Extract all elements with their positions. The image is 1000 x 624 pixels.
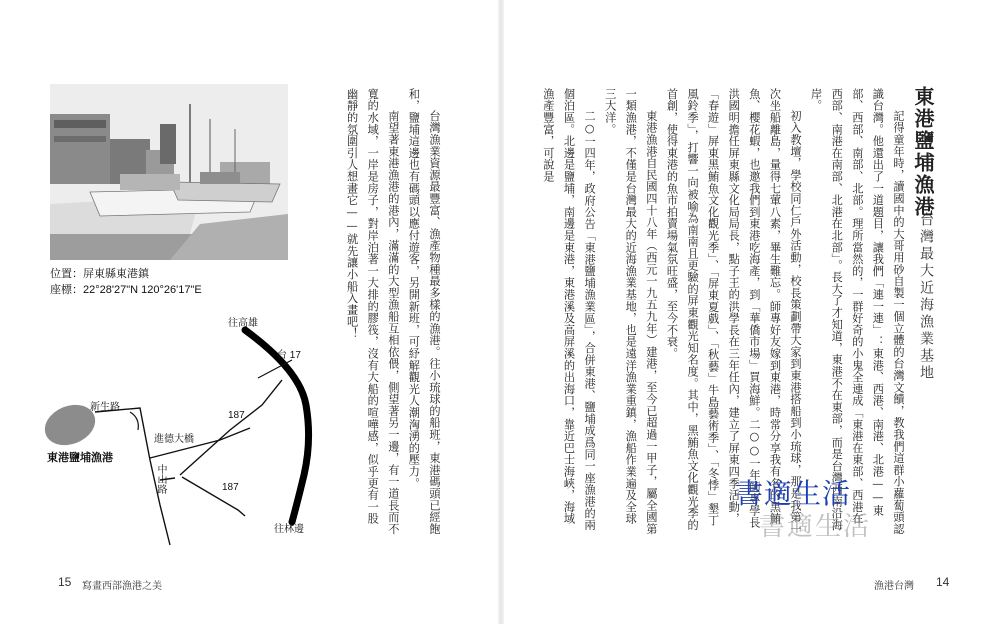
watermark-shadow-text: 書適生活 xyxy=(759,512,872,542)
book-gutter xyxy=(498,0,504,624)
article-title: 東港鹽埔漁港 xyxy=(911,86,935,218)
body-paragraph: 台灣漁業資源最豐富、漁產物種最多樣的漁港。往小琉球的船班，東港碼頭已經飽和，鹽埔這邊也有碼頭以應付遊客，另開新班，可紓解觀光人潮洶湧的壓力。 xyxy=(407,88,441,536)
left-page-body xyxy=(338,88,444,536)
location-caption: 位置：屏東縣東港鎮 xyxy=(50,268,149,280)
harbor-photo xyxy=(50,84,288,260)
left-page-number: 15 xyxy=(58,575,72,589)
left-running-head: 寫畫西部漁港之美 xyxy=(82,581,162,592)
body-paragraph: 南望著東港漁港的港內，滿滿的大型漁船互相依偎，側望著另一邊，有一道長而不寬的水域，一岸是房子，對岸泊著一大排的膠筏，沒有大船的喧嘩感，似乎更有一股幽靜的氛圍引人想畫它——就先讓小船入畫吧！ xyxy=(345,88,400,536)
map-label-highway-17: 台 17 xyxy=(277,350,301,361)
body-paragraph: 東港漁港自民國四十八年（西元一九五九年）建港，至今已超過一甲子，屬全國第一類漁港，不僅是台灣最大的近海漁業基地，也是遠洋漁業重鎮，漁船作業遍及全球三大洋。 xyxy=(603,88,658,536)
map-label-harbor-name: 東港鹽埔漁港 xyxy=(47,452,113,464)
location-map xyxy=(0,300,330,550)
harbor-photo-drawing xyxy=(50,84,288,260)
right-page-body xyxy=(538,88,908,536)
watermark-text: 書適生活 xyxy=(735,477,852,510)
body-paragraph: 二○一四年，政府公告「東港鹽埔漁業區」，合併東港、鹽埔成爲同一座漁港的兩個泊區。北邊是鹽埔，南邊是東港，東港溪及高屏溪的出海口，靠近巴士海峽，海域漁產豐富，可說是 xyxy=(541,88,597,532)
map-label-road-187-south: 187 xyxy=(222,482,239,493)
map-label-xinsheng-road: 新生路 xyxy=(90,402,120,413)
map-label-to-gaoxiong: 往高雄 xyxy=(228,318,258,329)
map-label-jinde-bridge: 進德大橋 xyxy=(154,434,194,445)
right-page-number: 14 xyxy=(936,575,950,589)
right-running-head: 漁港台灣 xyxy=(874,581,914,592)
coordinates-caption: 座標：22°28'27"N 120°26'17"E xyxy=(50,284,202,296)
article-subtitle: 台灣最大近海漁業基地 xyxy=(918,212,934,382)
map-label-zhongshan-road: 中山路 xyxy=(155,464,166,494)
map-label-road-187-north: 187 xyxy=(228,410,245,421)
map-label-to-linbian: 往林邊 xyxy=(274,524,304,535)
body-paragraph: 記得童年時，讀國中的大哥用砂自製一個立體的台灣文饋，教我們這群小蘿蔔頭認識台灣。他還出了一道題目，讓我們「連一連」：東港、西港、南港、北港——東部、西部、南部、北部。理所當然的，一群好奇的小鬼全連成「東港在東部、西港在西部、南港在南部、北港在北部」。長大了才知道，東港不在東部，而是台灣西南沿海岸。 xyxy=(809,88,905,536)
body-paragraph: 初入教壇，學校同仁戶外活動，校長策劃帶大家到東港搭船到小琉球，那是我第一次坐船離島，量得七葷八素，畢生難忘。師專好友嫁到東港，時常分享我有名的黑鮪魚、櫻花蝦，也邀我們到東港吃海產，到「華僑市場」買海鮮。二○○一年師專學長洪國明擔任屏東縣文化局局長，點子王的洪學長在三年任內，建立了屏東四季活動，「春遊」屏東黑鮪魚文化觀光季」、「屏東夏戲」、「秋藝」牛島藝術季」、「冬悸」墾丁風鈴季」，打響一向被喻為南南且更驗的屏東觀光知名度。其中，黑鮪魚文化觀光季的首創，使得東港的魚市拍賣場氣氛旺盛，至今不衰。 xyxy=(665,88,803,536)
road-187 xyxy=(180,380,282,475)
